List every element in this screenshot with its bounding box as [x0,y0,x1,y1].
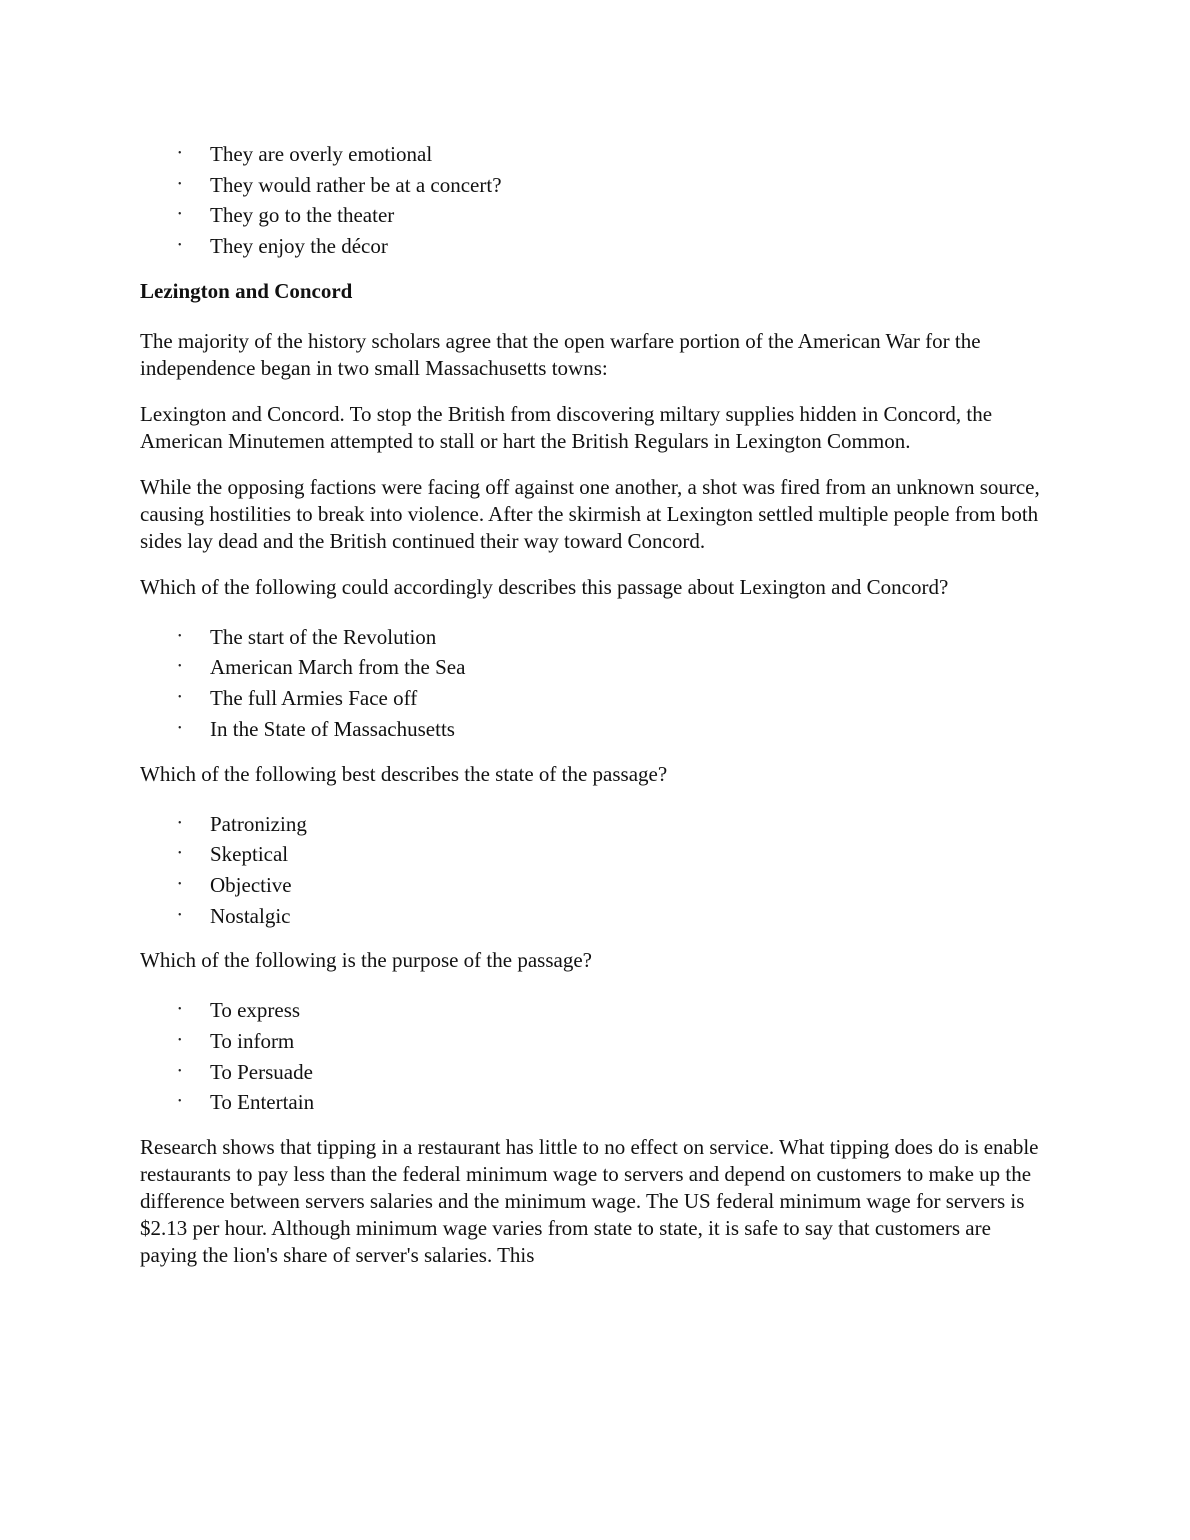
bullet-icon: • [178,1034,182,1046]
bullet-icon: • [178,1096,182,1108]
answer-list-1 [140,139,1045,262]
bullet-icon: • [178,240,182,252]
bullet-icon: • [178,178,182,190]
list-item: • Skeptical [140,839,1045,870]
bullet-icon: • [178,630,182,642]
list-item: • Nostalgic [140,901,1045,932]
bullet-icon: • [178,1004,182,1016]
list-item: • To express [140,995,1045,1026]
list-item: • To Persuade [140,1057,1045,1088]
bullet-icon: • [178,148,182,159]
section-heading: Lezington and Concord [140,278,353,303]
bullet-icon: • [178,692,182,704]
bullet-icon: • [178,209,182,221]
answer-list-2 [140,622,1045,745]
list-item: • They would rather be at a concert? [140,170,1045,201]
list-item: • In the State of Massachusetts [140,714,1045,745]
paragraph-intro: The majority of the history scholars agree that the open warfare portion of the American War for the independence began in two small Massachusetts towns: [140,328,981,380]
bullet-icon: • [178,722,182,734]
answer-list-3 [140,809,1045,932]
list-item: • Patronizing [140,809,1045,840]
document-page [140,139,1045,1269]
bullet-icon: • [178,817,182,829]
answer-list-4 [140,995,1045,1118]
question-1: Which of the following could accordingly describes this passage about Lexington and Concord? [140,574,949,599]
list-item: • They are overly emotional [140,139,1045,170]
list-item: • To inform [140,1026,1045,1057]
list-item: • They go to the theater [140,200,1045,231]
bullet-icon: • [178,848,182,860]
paragraph-skirmish: While the opposing factions were facing off against one another, a shot was fired from an unknown source, causing hostilities to break into violence. After the skirmish at Lexington settled multiple people from both sides lay dead and the British continued their way toward Concord. [140,474,1040,553]
list-item: • The start of the Revolution [140,622,1045,653]
question-2: Which of the following best describes the state of the passage? [140,761,668,786]
list-item: • American March from the Sea [140,652,1045,683]
bullet-icon: • [178,1065,182,1077]
paragraph-tipping: Research shows that tipping in a restaurant has little to no effect on service. What tipping does do is enable restaurants to pay less than the federal minimum wage to servers and depend on customers to make up the difference between servers salaries and the minimum wage. The US federal minimum wage for servers is $2.13 per hour. Although minimum wage varies from state to state, it is safe to say that customers are paying the lion's share of server's salaries. This [140,1135,1039,1267]
list-item: • They enjoy the décor [140,231,1045,262]
bullet-icon: • [178,661,182,673]
list-item: • To Entertain [140,1087,1045,1118]
paragraph-lexington: Lexington and Concord. To stop the British from discovering miltary supplies hidden in Concord, the American Minutemen attempted to stall or hart the British Regulars in Lexington Common. [140,401,993,453]
bullet-icon: • [178,909,182,921]
list-item: • Objective [140,870,1045,901]
list-item: • The full Armies Face off [140,683,1045,714]
question-3: Which of the following is the purpose of the passage? [140,948,592,973]
bullet-icon: • [178,878,182,890]
